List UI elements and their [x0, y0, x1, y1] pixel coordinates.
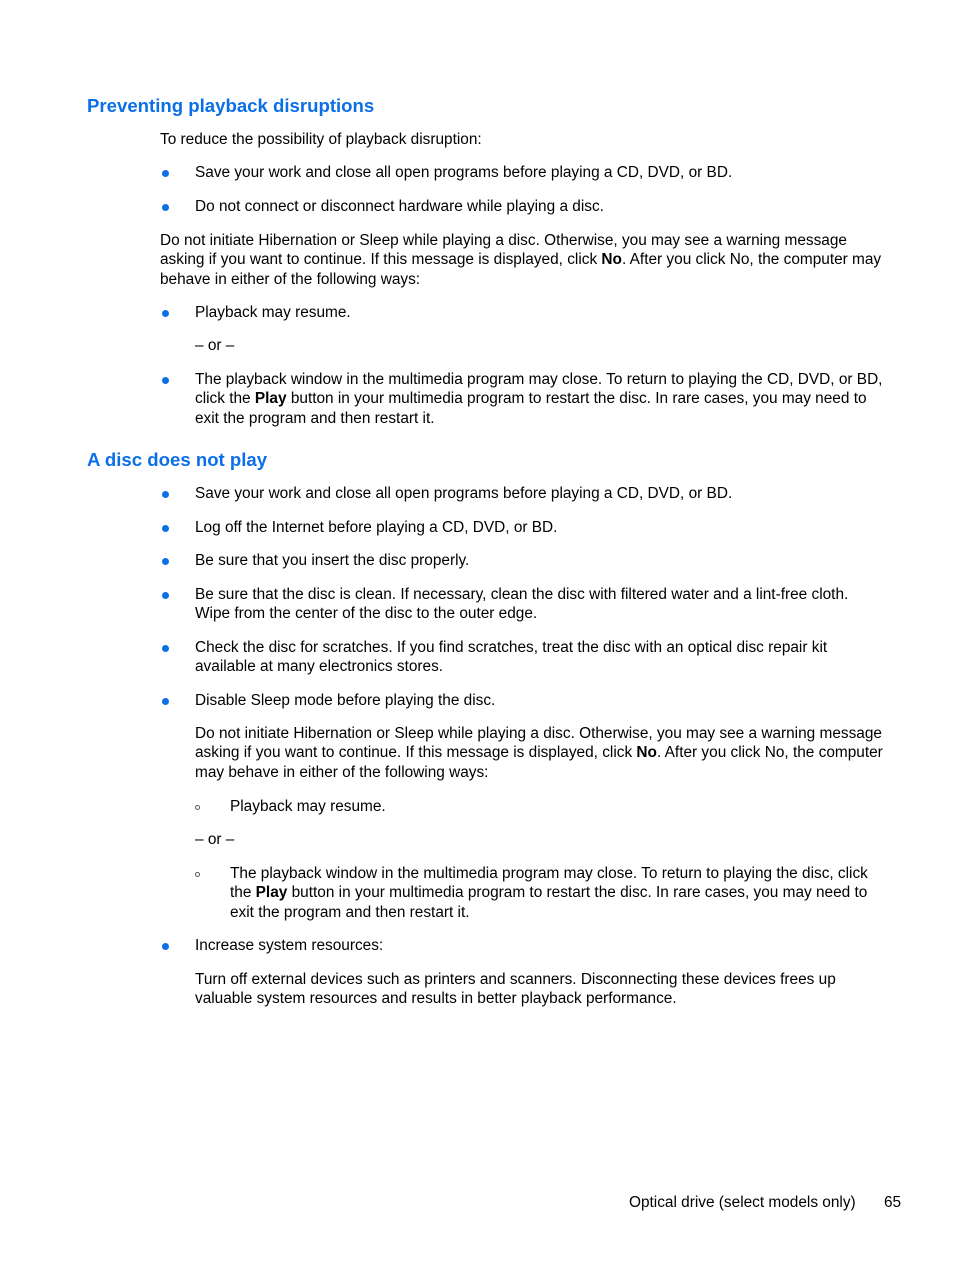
bullet-icon	[162, 491, 169, 498]
footer-section-name: Optical drive (select models only)	[629, 1194, 856, 1211]
bullet-icon	[162, 943, 169, 950]
intro-paragraph: To reduce the possibility of playback disruption:	[160, 131, 482, 148]
bullet-icon	[162, 592, 169, 599]
bullet-icon	[162, 170, 169, 177]
section-heading-playback-disruptions: Preventing playback disruptions	[87, 95, 375, 116]
bullet-icon	[162, 204, 169, 211]
bullet-icon	[162, 698, 169, 705]
circle-bullet-icon	[195, 805, 200, 810]
bullet-icon	[162, 558, 169, 565]
hibernation-note: Do not initiate Hibernation or Sleep while playing a disc. Otherwise, you may see a warning message asking if you want to continue. If this message is displayed, click No. After you click No, the computer may behave in either of the following ways:	[160, 232, 882, 288]
bullet-icon	[162, 377, 169, 384]
bullet-icon	[162, 645, 169, 652]
or-separator: – or –	[195, 831, 235, 848]
bullet-icon	[162, 525, 169, 532]
circle-bullet-icon	[195, 872, 200, 877]
bullet-icon	[162, 310, 169, 317]
or-separator: – or –	[195, 337, 235, 354]
page-number: 65	[884, 1194, 902, 1211]
resources-note: Turn off external devices such as printers and scanners. Disconnecting these devices frees up valuable system resources and results in better playback performance.	[195, 971, 836, 1008]
sleep-note: Do not initiate Hibernation or Sleep while playing a disc. Otherwise, you may see a warning message asking if you want to continue. If this message is displayed, click No. After you click No, the computer may behave in either of the following ways:	[195, 725, 883, 781]
section-heading-disc-does-not-play: A disc does not play	[87, 449, 268, 470]
